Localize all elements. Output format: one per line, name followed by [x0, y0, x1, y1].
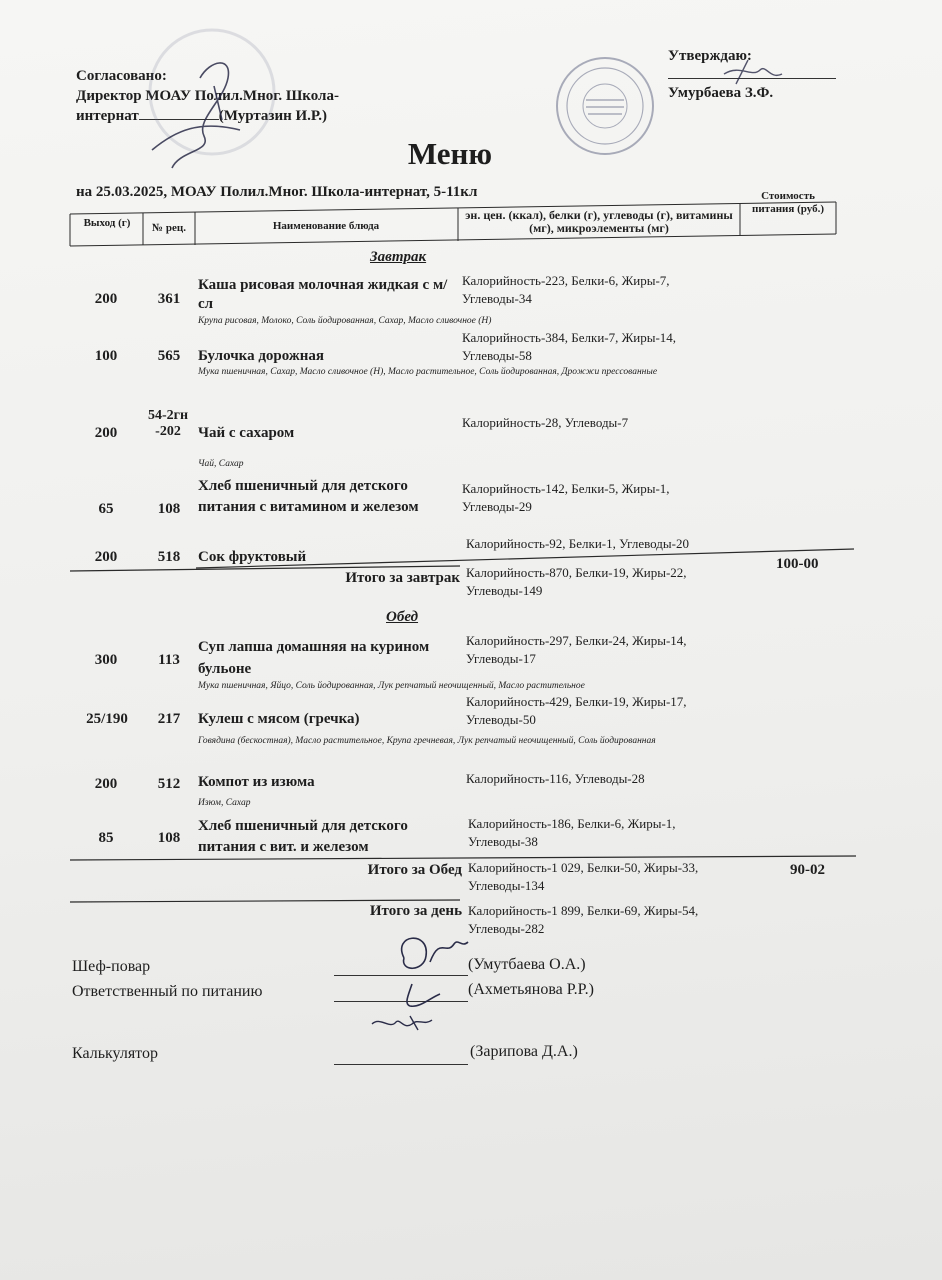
lunch-total-cost: 90-02: [790, 862, 825, 878]
table-row-ingredients: Крупа рисовая, Молоко, Соль йодированная, Сахар, Масло сливочное (Н): [198, 316, 492, 326]
table-row-nutrition: Калорийность-28, Углеводы-7: [462, 415, 629, 430]
signature-role: Ответственный по питанию: [72, 983, 263, 1000]
menu-subtitle: на 25.03.2025, МОАУ Полил.Мног. Школа-интернат, 5-11кл: [76, 184, 478, 200]
table-row-dish: Компот из изюма: [198, 774, 315, 790]
signature-name: (Умутбаева О.А.): [468, 956, 586, 973]
table-row-ingredients: Говядина (бескостная), Масло растительное, Крупа гречневая, Лук репчатый неочищенный, Соль йодированная: [198, 736, 656, 746]
section-lunch: Обед: [386, 609, 419, 625]
confirm-signature: [724, 60, 782, 84]
table-row-output: 100: [94, 348, 118, 364]
table-row-nutrition: Калорийность-142, Белки-5, Жиры-1, Углеводы-29: [462, 481, 670, 514]
table-row-output: 300: [94, 652, 118, 668]
table-row-recipe: 113: [158, 652, 180, 668]
lunch-total-label: Итого за Обед: [367, 862, 462, 878]
table-row-nutrition: Калорийность-116, Углеводы-28: [466, 771, 645, 786]
table-row-nutrition: Калорийность-223, Белки-6, Жиры-7, Углеводы-34: [462, 273, 670, 306]
table-row-output: 25/190: [86, 711, 128, 727]
table-row-recipe: 108: [157, 830, 181, 846]
col-cost: Стоимость питания (руб.): [752, 190, 824, 215]
table-row-output: 200: [94, 425, 118, 441]
table-row-nutrition: Калорийность-297, Белки-24, Жиры-14, Углеводы-17: [466, 633, 687, 666]
table-row-nutrition: Калорийность-384, Белки-7, Жиры-14, Углеводы-58: [462, 330, 677, 363]
col-recipe: № рец.: [152, 222, 186, 234]
table-row-recipe: 361: [157, 291, 181, 307]
table-row-recipe: 565: [157, 348, 181, 364]
signature-name: (Ахметьянова Р.Р.): [468, 981, 594, 998]
table-row-dish: Чай с сахаром: [198, 425, 295, 441]
day-total-label: Итого за день: [369, 903, 462, 919]
signature-role: Шеф-повар: [72, 958, 151, 975]
table-row-nutrition: Калорийность-429, Белки-19, Жиры-17, Углеводы-50: [466, 694, 687, 727]
confirm-name: Умурбаева З.Ф.: [668, 85, 774, 101]
director-name: (Муртазин И.Р.): [218, 108, 327, 124]
table-row-dish: Сок фруктовый: [198, 549, 307, 565]
breakfast-total-label: Итого за завтрак: [345, 570, 460, 586]
table-row-nutrition: Калорийность-186, Белки-6, Жиры-1, Углеводы-38: [468, 816, 676, 849]
table-row-output: 65: [98, 501, 114, 517]
table-row-dish: Булочка дорожная: [198, 348, 325, 364]
stamp-faint: [150, 30, 274, 154]
table-row-recipe: 54-2гн-202: [147, 408, 189, 439]
day-total-nutrition: Калорийность-1 899, Белки-69, Жиры-54, Углеводы-282: [468, 903, 699, 936]
col-dish: Наименование блюда: [272, 220, 380, 232]
table-row-ingredients: Изюм, Сахар: [198, 798, 251, 808]
col-output: Выход (г): [83, 217, 131, 229]
col-nutrition: эн. цен. (ккал), белки (г), углеводы (г), витамины (мг), микроэлементы (мг): [465, 208, 733, 235]
page-title: Меню: [407, 136, 493, 171]
signature-name: (Зарипова Д.А.): [470, 1043, 578, 1060]
signature-role: Калькулятор: [72, 1045, 158, 1062]
table-row-output: 85: [98, 830, 114, 846]
table-row-recipe: 217: [157, 711, 181, 727]
confirm-label: Утверждаю:: [668, 48, 752, 64]
table-row-ingredients: Мука пшеничная, Сахар, Масло сливочное (Н), Масло растительное, Соль йодированная, Дрожжи прессованные: [198, 367, 658, 377]
stamp-seal: [557, 58, 653, 154]
table-row-output: 200: [94, 776, 118, 792]
section-breakfast: Завтрак: [370, 249, 427, 265]
table-row-dish: Каша рисовая молочная жидкая с м/сл: [198, 277, 448, 312]
calculator-signature: [372, 1016, 432, 1030]
table-row-ingredients: Мука пшеничная, Яйцо, Соль йодированная, Лук репчатый неочищенный, Масло растительное: [198, 681, 585, 691]
lunch-total-nutrition: Калорийность-1 029, Белки-50, Жиры-33, Углеводы-134: [468, 860, 699, 893]
responsible-signature: [407, 984, 440, 1006]
table-row-ingredients: Чай, Сахар: [198, 459, 244, 469]
table-row-dish: Кулеш с мясом (гречка): [198, 711, 360, 727]
breakfast-total-cost: 100-00: [776, 556, 819, 572]
table-row-dish: Хлеб пшеничный для детского питания с вит. и железом: [198, 818, 408, 855]
breakfast-total-nutrition: Калорийность-870, Белки-19, Жиры-22, Углеводы-149: [466, 565, 687, 598]
table-row-dish: Хлеб пшеничный для детского питания с витамином и железом: [198, 478, 419, 515]
table-row-recipe: 108: [157, 501, 181, 517]
table-row-nutrition: Калорийность-92, Белки-1, Углеводы-20: [466, 536, 689, 551]
table-row-output: 200: [94, 549, 118, 565]
table-row-output: 200: [94, 291, 118, 307]
table-row-dish: Суп лапша домашняя на курином бульоне: [198, 639, 430, 677]
table-row-recipe: 518: [157, 549, 181, 565]
table-row-recipe: 512: [157, 776, 181, 792]
approval-label: Согласовано:: [76, 68, 167, 84]
approval-signature-line: интернат (Муртазин И.Р.): [76, 108, 327, 124]
chef-signature: [402, 938, 468, 968]
approval-director: Директор МОАУ Полил.Мног. Школа-: [76, 88, 339, 104]
